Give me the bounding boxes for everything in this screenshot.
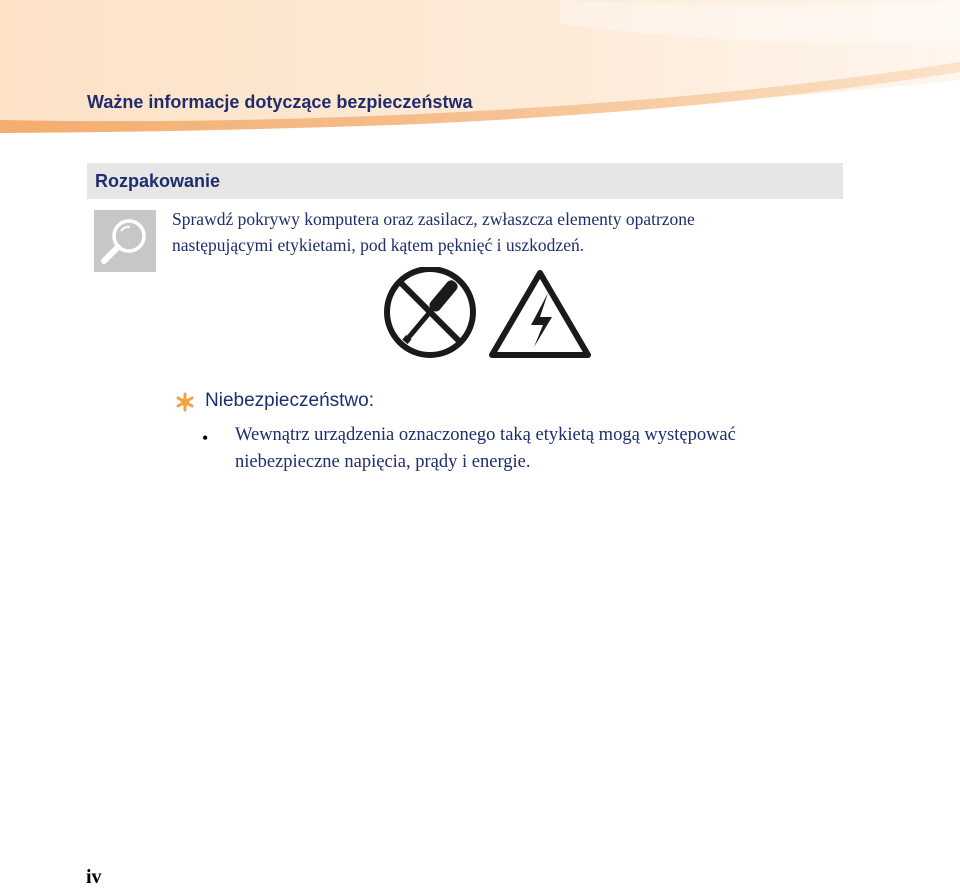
danger-bullet-line: Wewnątrz urządzenia oznaczonego taką etykietą mogą występować — [235, 425, 736, 445]
no-screwdriver-icon — [387, 269, 473, 355]
high-voltage-warning-icon — [492, 273, 588, 355]
danger-label: Niebezpieczeństwo: — [205, 390, 374, 411]
danger-bullet-line: niebezpieczne napięcia, prądy i energie. — [235, 452, 531, 472]
header-band — [0, 0, 960, 140]
danger-bullet-text — [235, 422, 736, 476]
danger-asterisk-icon — [175, 392, 195, 412]
warning-symbols — [383, 267, 593, 362]
section-bar — [87, 163, 843, 199]
section-title: Rozpakowanie — [95, 171, 221, 191]
page-header-title: Ważne informacje dotyczące bezpieczeństwa — [87, 92, 473, 112]
bullet-icon: • — [202, 428, 209, 448]
inspection-text-line: następującymi etykietami, pod kątem pęknięć i uszkodzeń. — [172, 235, 585, 255]
magnifier-icon — [94, 210, 156, 272]
inspection-text — [172, 206, 832, 258]
page-number: iv — [86, 866, 102, 888]
inspection-text-line: Sprawdź pokrywy komputera oraz zasilacz, zwłaszcza elementy opatrzone — [172, 209, 695, 229]
